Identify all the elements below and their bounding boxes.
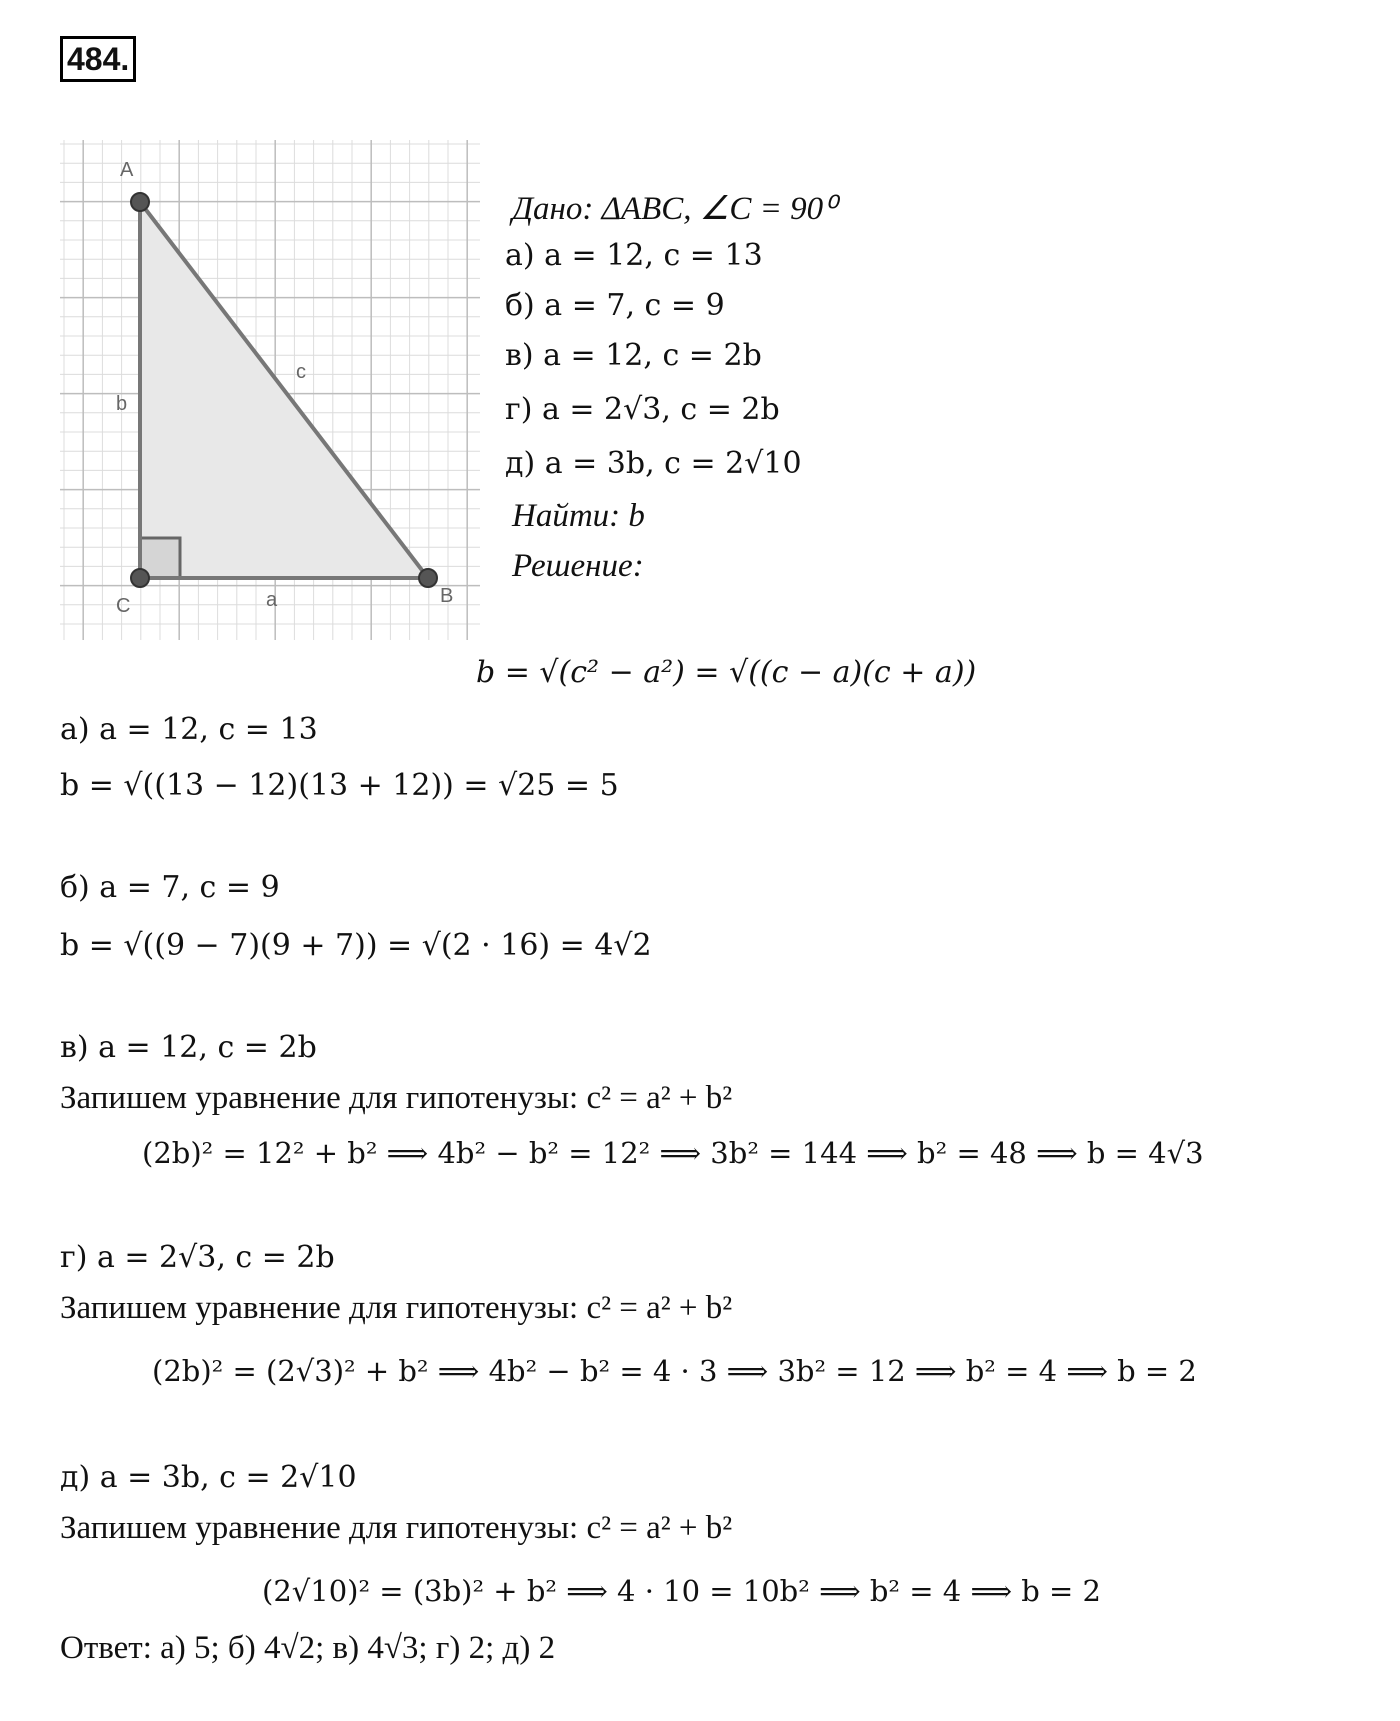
part-g-note: Запишем уравнение для гипотенузы: c² = a² + b² bbox=[60, 1290, 733, 1326]
given-header: Дано: ΔABC, ∠C = 90⁰ bbox=[512, 191, 837, 227]
part-d-note: Запишем уравнение для гипотенузы: c² = a² + b² bbox=[60, 1510, 733, 1546]
vertex-a-label: A bbox=[120, 159, 134, 181]
triangle-figure bbox=[60, 140, 480, 640]
vertex-b-label: B bbox=[440, 585, 454, 607]
vertex-a-point bbox=[131, 193, 149, 211]
vertex-c-point bbox=[131, 569, 149, 587]
part-b-line: b = √((9 − 7)(9 + 7)) = √(2 · 16) = 4√2 bbox=[60, 928, 652, 963]
part-d-head: д) a = 3b, c = 2√10 bbox=[60, 1460, 357, 1495]
vertex-b-point bbox=[419, 569, 437, 587]
vertex-c-label: C bbox=[116, 595, 131, 617]
part-v-head: в) a = 12, c = 2b bbox=[60, 1030, 317, 1065]
main-formula: b = √(c² − a²) = √((c − a)(c + a)) bbox=[476, 655, 977, 690]
part-v-note: Запишем уравнение для гипотенузы: c² = a² + b² bbox=[60, 1080, 733, 1116]
given-case-a: а) a = 12, c = 13 bbox=[505, 238, 763, 273]
part-g-head: г) a = 2√3, c = 2b bbox=[60, 1240, 335, 1275]
side-a-label: a bbox=[266, 589, 278, 611]
solution-label: Решение: bbox=[512, 548, 644, 584]
given-case-g: г) a = 2√3, c = 2b bbox=[505, 392, 780, 427]
find-label: Найти: b bbox=[512, 498, 645, 534]
part-g-line: (2b)² = (2√3)² + b² ⟹ 4b² − b² = 4 · 3 ⟹ 3b² = 12 ⟹ b² = 4 ⟹ b = 2 bbox=[152, 1354, 1197, 1388]
part-v-line: (2b)² = 12² + b² ⟹ 4b² − b² = 12² ⟹ 3b² = 144 ⟹ b² = 48 ⟹ b = 4√3 bbox=[142, 1136, 1204, 1170]
problem-number: 484. bbox=[60, 36, 136, 82]
given-case-v: в) a = 12, c = 2b bbox=[505, 338, 762, 373]
side-b-label: b bbox=[116, 393, 128, 415]
part-a-head: а) a = 12, c = 13 bbox=[60, 712, 318, 747]
answer-line: Ответ: а) 5; б) 4√2; в) 4√3; г) 2; д) 2 bbox=[60, 1630, 556, 1666]
part-b-head: б) a = 7, c = 9 bbox=[60, 870, 280, 905]
given-case-d: д) a = 3b, c = 2√10 bbox=[505, 446, 802, 481]
part-d-line: (2√10)² = (3b)² + b² ⟹ 4 · 10 = 10b² ⟹ b² = 4 ⟹ b = 2 bbox=[262, 1574, 1102, 1608]
part-a-line: b = √((13 − 12)(13 + 12)) = √25 = 5 bbox=[60, 768, 619, 803]
side-c-label: c bbox=[296, 361, 306, 383]
given-case-b: б) a = 7, c = 9 bbox=[505, 288, 725, 323]
